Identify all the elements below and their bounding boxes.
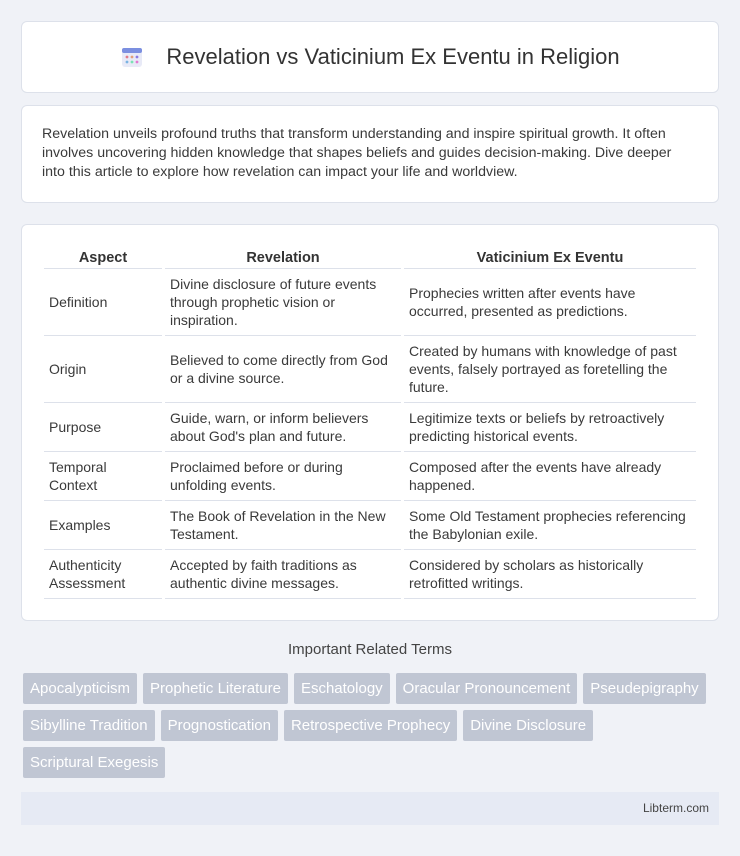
related-term-tag[interactable]: Oracular Pronouncement [396, 673, 578, 704]
column-header: Vaticinium Ex Eventu [404, 247, 696, 269]
intro-text: Revelation unveils profound truths that transform understanding and inspire spiritual growth. It often involves uncovering hidden knowledge that shapes beliefs and guides decision-making. Dive deeper into this article to explore how revelation can impact your life and worldview. [42, 126, 672, 180]
table-header-row [44, 247, 696, 269]
related-terms-title: Important Related Terms [288, 641, 452, 658]
comparison-table [41, 247, 699, 599]
table-cell: Legitimize texts or beliefs by retroactively predicting historical events. [404, 403, 696, 452]
page-header [21, 21, 719, 93]
table-cell: Guide, warn, or inform believers about God's plan and future. [165, 403, 401, 452]
table-cell: Prophecies written after events have occurred, presented as predictions. [404, 269, 696, 336]
table-cell: Temporal Context [44, 452, 162, 501]
table-cell: Believed to come directly from God or a divine source. [165, 336, 401, 403]
table-cell: Accepted by faith traditions as authentic divine messages. [165, 550, 401, 599]
table-row [44, 336, 696, 403]
table-cell: Some Old Testament prophecies referencing the Babylonian exile. [404, 501, 696, 550]
footer [21, 792, 719, 825]
related-term-tag[interactable]: Prognostication [161, 710, 278, 741]
related-terms-list [23, 673, 723, 784]
comparison-table-card [21, 224, 719, 621]
table-cell: Considered by scholars as historically retrofitted writings. [404, 550, 696, 599]
calendar-icon [120, 45, 144, 69]
related-term-tag[interactable]: Apocalypticism [23, 673, 137, 704]
table-cell: Definition [44, 269, 162, 336]
table-row [44, 452, 696, 501]
intro-card [21, 105, 719, 203]
column-header: Aspect [44, 247, 162, 269]
related-term-tag[interactable]: Retrospective Prophecy [284, 710, 457, 741]
related-term-tag[interactable]: Sibylline Tradition [23, 710, 155, 741]
table-cell: Divine disclosure of future events through prophetic vision or inspiration. [165, 269, 401, 336]
related-term-tag[interactable]: Divine Disclosure [463, 710, 593, 741]
related-term-tag[interactable]: Scriptural Exegesis [23, 747, 165, 778]
related-term-tag[interactable]: Eschatology [294, 673, 390, 704]
page-title: Revelation vs Vaticinium Ex Eventu in Religion [166, 44, 620, 69]
table-cell: The Book of Revelation in the New Testament. [165, 501, 401, 550]
related-term-tag[interactable]: Prophetic Literature [143, 673, 288, 704]
table-cell: Authenticity Assessment [44, 550, 162, 599]
table-row [44, 501, 696, 550]
table-cell: Origin [44, 336, 162, 403]
table-cell: Proclaimed before or during unfolding events. [165, 452, 401, 501]
table-cell: Created by humans with knowledge of past events, falsely portrayed as foretelling the future. [404, 336, 696, 403]
table-row [44, 550, 696, 599]
table-row [44, 269, 696, 336]
column-header: Revelation [165, 247, 401, 269]
table-row [44, 403, 696, 452]
table-cell: Composed after the events have already happened. [404, 452, 696, 501]
related-term-tag[interactable]: Pseudepigraphy [583, 673, 705, 704]
table-cell: Purpose [44, 403, 162, 452]
table-cell: Examples [44, 501, 162, 550]
footer-site-link[interactable]: Libterm.com [642, 801, 709, 815]
